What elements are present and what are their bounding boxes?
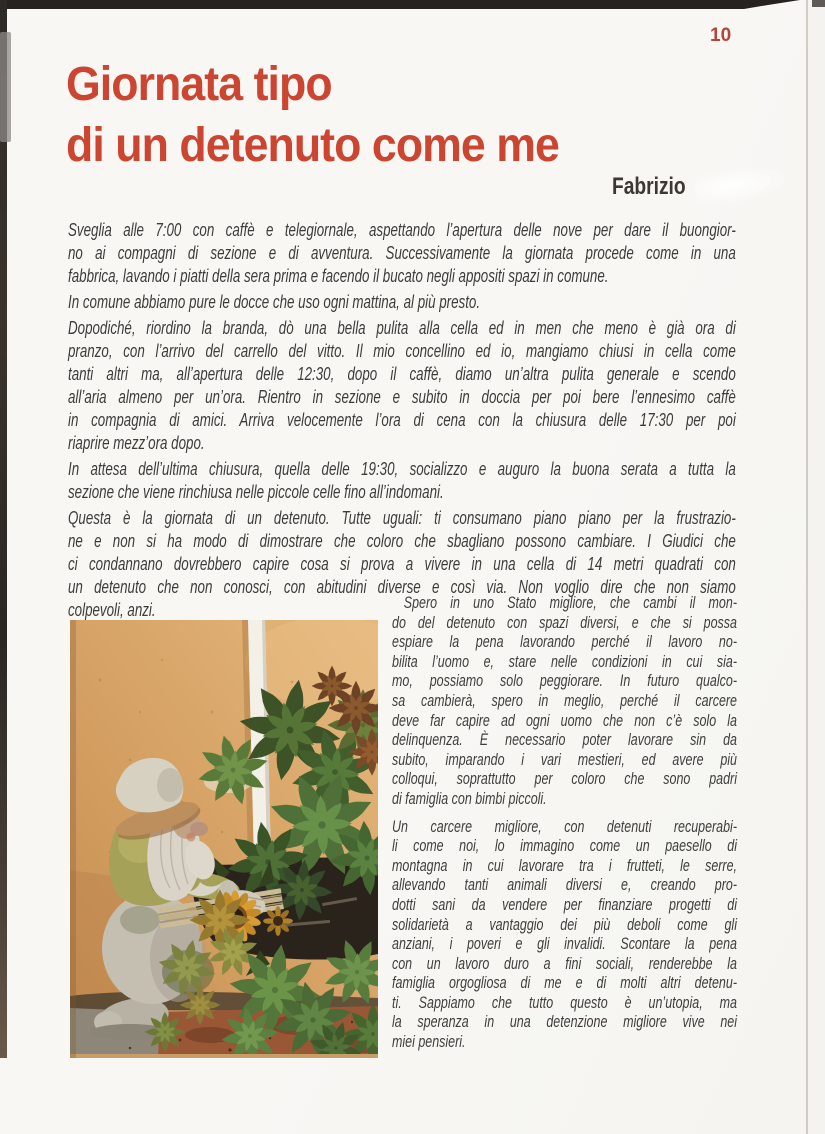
text-line: In comune abbiamo pure le docce che uso ogni mattina, al più presto. <box>68 292 481 312</box>
photo-left-shade <box>70 620 76 1058</box>
text-line: solidarietà a vantaggio dei più deboli come gli <box>392 914 737 934</box>
text-line: all’aria almeno per un’ora. Rientro in sezione e subito in doccia per poi bere l’ennesimo caffè <box>68 387 736 407</box>
text-line: miei pensieri. <box>392 1032 466 1052</box>
text-line: ci condannano dovrebbero capire cosa si prova a vivere in una cella di 14 metri quadrati con <box>68 554 736 574</box>
text-line: ne e non si ha modo di dimostrare che coloro che sbagliano possono cambiare. I Giudici che <box>68 531 736 551</box>
text-line: fabbrica, lavando i piatti della sera prima e facendo il bucato negli appositi spazi in comune. <box>68 266 609 286</box>
paragraph <box>68 219 736 288</box>
text-line: deve far capire ad ogni uomo che non c’è solo la <box>392 710 737 730</box>
text-line: con un lavoro duro a fini sociali, renderebbe la <box>392 953 737 973</box>
paragraph <box>392 817 737 1052</box>
text-line: Un carcere migliore, con detenuti recuperabi- <box>392 816 737 836</box>
text-line: no ai compagni di sezione e di avventura. Successivamente la giornata procede come in una <box>68 243 736 263</box>
text-line: Sveglia alle 7:00 con caffè e telegiornale, aspettando l’apertura delle nove per dare il buongior- <box>68 220 736 240</box>
scan-glare-smudge <box>693 160 792 209</box>
scan-edge-top <box>0 0 800 9</box>
text-line: di famiglia con bimbi piccoli. <box>392 788 547 808</box>
text-line: do del detenuto con spazi diversi, e che si possa <box>392 612 737 632</box>
text-line: colpevoli, anzi. <box>68 600 156 620</box>
paragraph <box>68 291 736 314</box>
scanner-bed-right <box>808 0 825 1134</box>
page-edge-right <box>806 0 808 1134</box>
text-line: la speranza in una detenzione migliore vive nei <box>392 1012 737 1032</box>
text-line: anziani, i poveri e gli invalidi. Scontare la pena <box>392 934 737 954</box>
text-line: Dopodiché, riordino la branda, dò una bella pulita alla cella ed in men che meno è già ora di <box>68 318 736 338</box>
photo-bottom-border <box>70 1054 378 1058</box>
text-line: li come noi, lo immagino come un paesello di <box>392 836 737 856</box>
scan-mark-top-right <box>812 0 825 7</box>
text-line: colloqui, soprattutto per coloro che sono padri <box>392 769 737 789</box>
text-line: mo, possiamo solo peggiorare. In futuro qualco- <box>392 671 737 691</box>
text-line: sezione che viene rinchiusa nelle piccole celle fino all’indomani. <box>68 482 444 502</box>
paragraph <box>392 593 737 809</box>
scan-edge-left-patch <box>0 32 11 142</box>
article-column <box>392 593 737 1060</box>
title-line-1: Giornata tipo <box>66 58 332 111</box>
paragraph <box>68 458 736 504</box>
text-line: Spero in uno Stato migliore, che cambi il mon- <box>403 593 737 612</box>
text-line: pranzo, con l’arrivo del carrello del vitto. Il mio concellino ed io, mangiamo chiusi in cella come <box>68 341 736 361</box>
title-line-2: di un detenuto come me <box>66 119 559 172</box>
photo-illustration <box>70 620 378 1058</box>
page-number: 10 <box>710 25 732 46</box>
article-body <box>68 219 736 625</box>
author-byline: Fabrizio <box>612 173 686 200</box>
text-line: allevando tanti animali diversi e, creando pro- <box>392 875 737 895</box>
sunflower-small <box>263 906 293 936</box>
text-line: famiglia orgogliosa di me e di molti altri detenu- <box>392 973 737 993</box>
text-line: Questa è la giornata di un detenuto. Tutte uguali: ti consumano piano piano per la frustrazio- <box>68 508 736 528</box>
text-line: in compagnia di amici. Arriva velocemente l’ora di cena con la chiusura delle 17:30 per poi <box>68 410 736 430</box>
text-line: sa cambierà, spero in meglio, perché il carcere <box>392 690 737 710</box>
text-line: In attesa dell’ultima chiusura, quella delle 19:30, socializzo e auguro la buona serata a tutta la <box>68 459 736 479</box>
text-line: tanti altri ma, all’apertura delle 12:30, dopo il caffè, diamo un’altra pulita generale e scendo <box>68 364 736 384</box>
article-photo <box>70 620 378 1058</box>
text-line: subito, imparando i vari mestieri, ed avere più <box>392 749 737 769</box>
page-title <box>66 54 559 176</box>
text-line: espiare la pena lavorando perché il lavoro no- <box>392 632 737 652</box>
text-line: dotti sani da vendere per finanziare progetti di <box>392 894 737 914</box>
text-line: bilita l’uomo e, stare nelle condizioni in cui sia- <box>392 651 737 671</box>
text-line: delinquenza. È necessario poter lavorare sin da <box>392 730 737 750</box>
text-line: montagna in cui lavorare tra i frutteti, le serre, <box>392 855 737 875</box>
text-line: un detenuto che non conosci, con abitudini diverse e così via. Non voglio dire che non siamo <box>68 577 736 597</box>
text-line: riaprire mezz’ora dopo. <box>68 433 205 453</box>
paragraph <box>68 317 736 455</box>
scan-edge-left <box>0 0 7 1058</box>
text-line: ti. Sappiamo che tutto questo è un’utopia, ma <box>392 992 737 1012</box>
